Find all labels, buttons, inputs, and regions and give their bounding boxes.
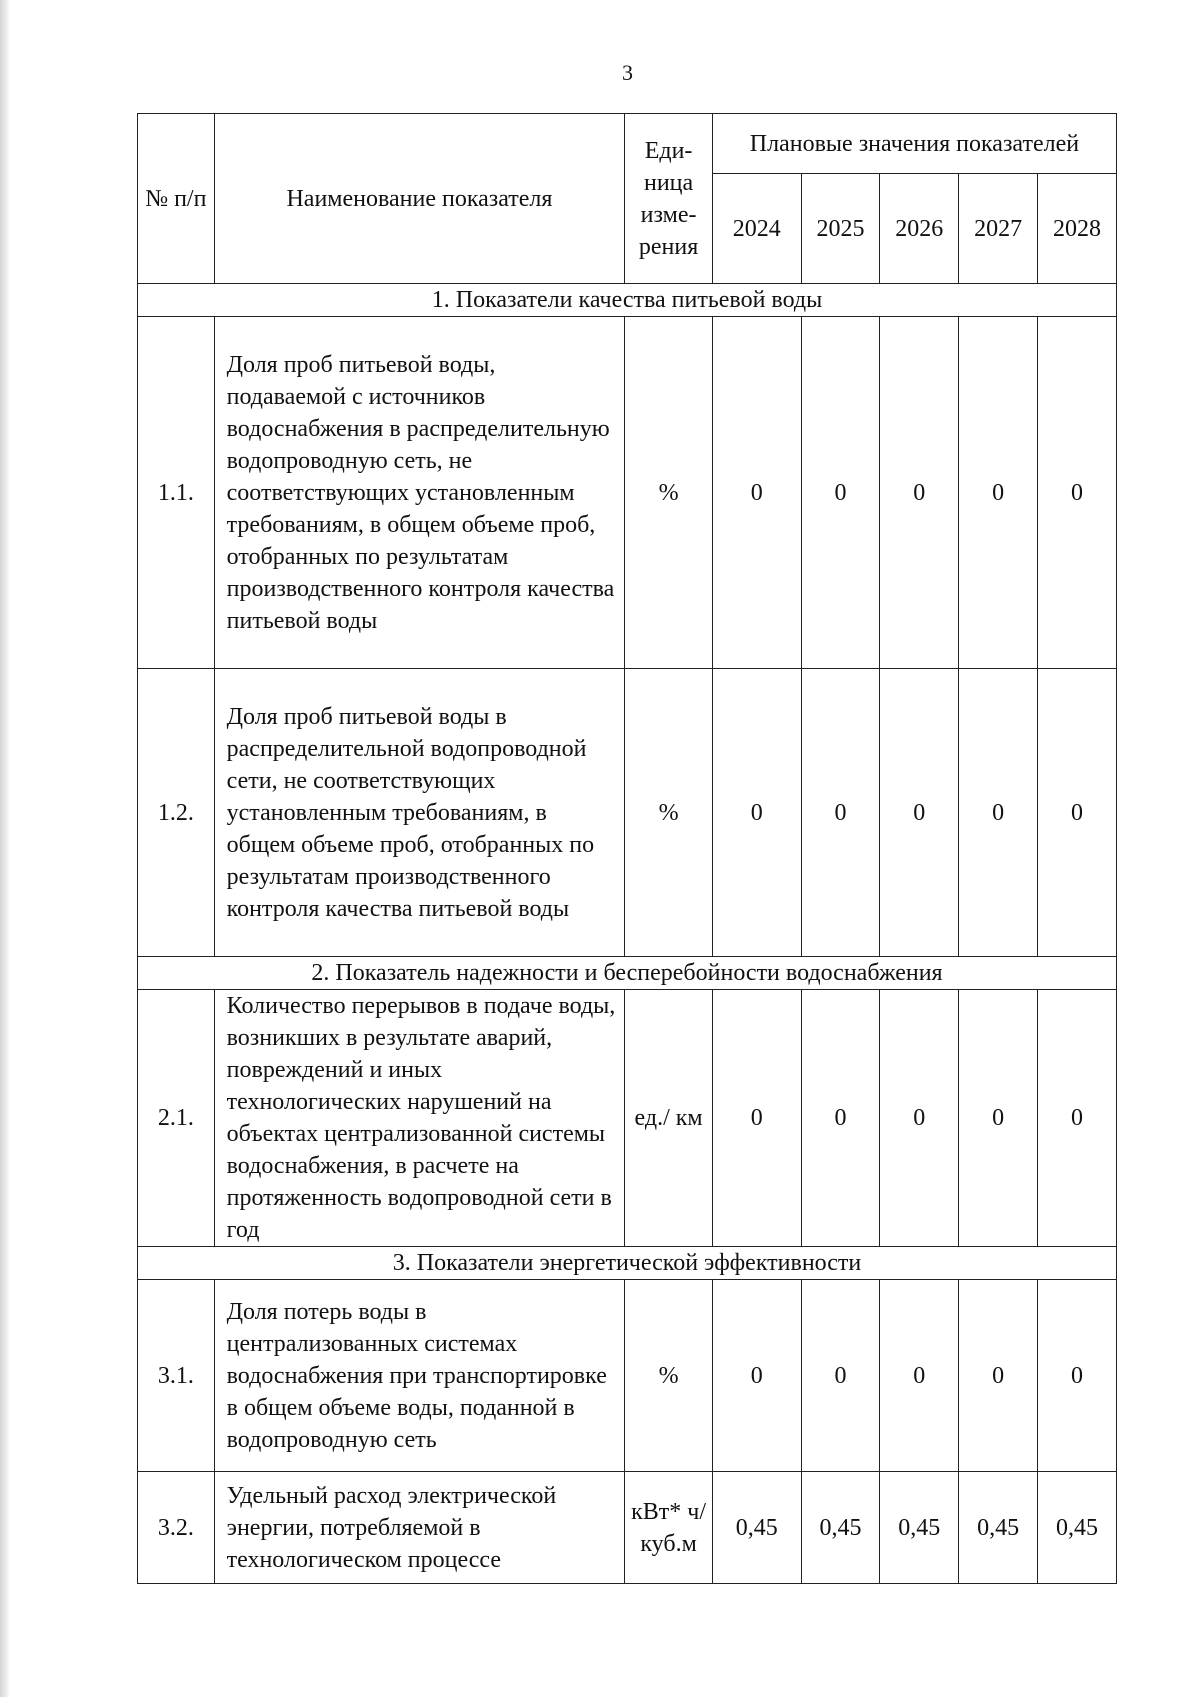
row-value: 0 bbox=[959, 317, 1038, 669]
row-value: 0 bbox=[880, 669, 959, 957]
row-value: 0 bbox=[712, 990, 801, 1247]
row-value: 0 bbox=[959, 1280, 1038, 1472]
page-number: 3 bbox=[622, 60, 633, 85]
table-row bbox=[138, 317, 1117, 669]
row-value: 0 bbox=[880, 990, 959, 1247]
section-title: 3. Показатели энергетической эффективности bbox=[138, 1247, 1117, 1280]
scan-edge-shadow bbox=[0, 0, 10, 1697]
row-value: 0 bbox=[712, 1280, 801, 1472]
table-row bbox=[138, 669, 1117, 957]
row-name: Доля проб питьевой воды, подаваемой с источников водоснабжения в распределительную водопроводную сеть, не соответствующих установленным требованиям, в общем объеме проб, отобранных по результатам производственного контроля качества питьевой воды bbox=[214, 317, 625, 669]
row-value: 0 bbox=[1038, 1280, 1117, 1472]
row-unit: ед./ км bbox=[625, 990, 713, 1247]
row-value: 0 bbox=[1038, 990, 1117, 1247]
row-name: Доля потерь воды в централизованных системах водоснабжения при транспортировке в общем объеме воды, поданной в водопроводную сеть bbox=[214, 1280, 625, 1472]
row-name: Доля проб питьевой воды в распределительной водопроводной сети, не соответствующих установленным требованиям, в общем объеме проб, отобранных по результатам производственного контроля качества питьевой воды bbox=[214, 669, 625, 957]
section-row bbox=[138, 284, 1117, 317]
row-value: 0,45 bbox=[880, 1472, 959, 1584]
indicators-table bbox=[137, 113, 1117, 1584]
row-value: 0 bbox=[712, 669, 801, 957]
table-row bbox=[138, 990, 1117, 1247]
row-value: 0,45 bbox=[801, 1472, 880, 1584]
header-year: 2025 bbox=[801, 174, 880, 284]
row-value: 0 bbox=[959, 669, 1038, 957]
header-year: 2024 bbox=[712, 174, 801, 284]
header-unit: Еди-ница изме-рения bbox=[625, 114, 713, 284]
row-unit: % bbox=[625, 1280, 713, 1472]
row-value: 0,45 bbox=[712, 1472, 801, 1584]
row-value: 0,45 bbox=[1038, 1472, 1117, 1584]
row-value: 0 bbox=[801, 1280, 880, 1472]
row-num: 3.1. bbox=[138, 1280, 215, 1472]
row-value: 0,45 bbox=[959, 1472, 1038, 1584]
row-value: 0 bbox=[801, 990, 880, 1247]
table-row bbox=[138, 1280, 1117, 1472]
section-title: 1. Показатели качества питьевой воды bbox=[138, 284, 1117, 317]
section-row bbox=[138, 957, 1117, 990]
row-unit: % bbox=[625, 669, 713, 957]
header-name: Наименование показателя bbox=[214, 114, 625, 284]
header-planned-values: Плановые значения показателей bbox=[712, 114, 1116, 174]
row-value: 0 bbox=[880, 317, 959, 669]
header-year: 2026 bbox=[880, 174, 959, 284]
row-value: 0 bbox=[1038, 669, 1117, 957]
row-num: 1.1. bbox=[138, 317, 215, 669]
row-unit: % bbox=[625, 317, 713, 669]
header-year: 2028 bbox=[1038, 174, 1117, 284]
header-num: № п/п bbox=[138, 114, 215, 284]
header-year: 2027 bbox=[959, 174, 1038, 284]
header-row-top bbox=[138, 114, 1117, 174]
row-value: 0 bbox=[959, 990, 1038, 1247]
row-value: 0 bbox=[880, 1280, 959, 1472]
row-unit: кВт* ч/ куб.м bbox=[625, 1472, 713, 1584]
section-row bbox=[138, 1247, 1117, 1280]
row-name: Удельный расход электрической энергии, потребляемой в технологическом процессе bbox=[214, 1472, 625, 1584]
row-name: Количество перерывов в подаче воды, возникших в результате аварий, повреждений и иных технологических нарушений на объектах централизованной системы водоснабжения, в расчете на протяженность водопроводной сети в год bbox=[214, 990, 625, 1247]
row-value: 0 bbox=[1038, 317, 1117, 669]
row-num: 1.2. bbox=[138, 669, 215, 957]
row-num: 3.2. bbox=[138, 1472, 215, 1584]
table-row bbox=[138, 1472, 1117, 1584]
row-num: 2.1. bbox=[138, 990, 215, 1247]
section-title: 2. Показатель надежности и бесперебойности водоснабжения bbox=[138, 957, 1117, 990]
row-value: 0 bbox=[801, 669, 880, 957]
row-value: 0 bbox=[712, 317, 801, 669]
row-value: 0 bbox=[801, 317, 880, 669]
